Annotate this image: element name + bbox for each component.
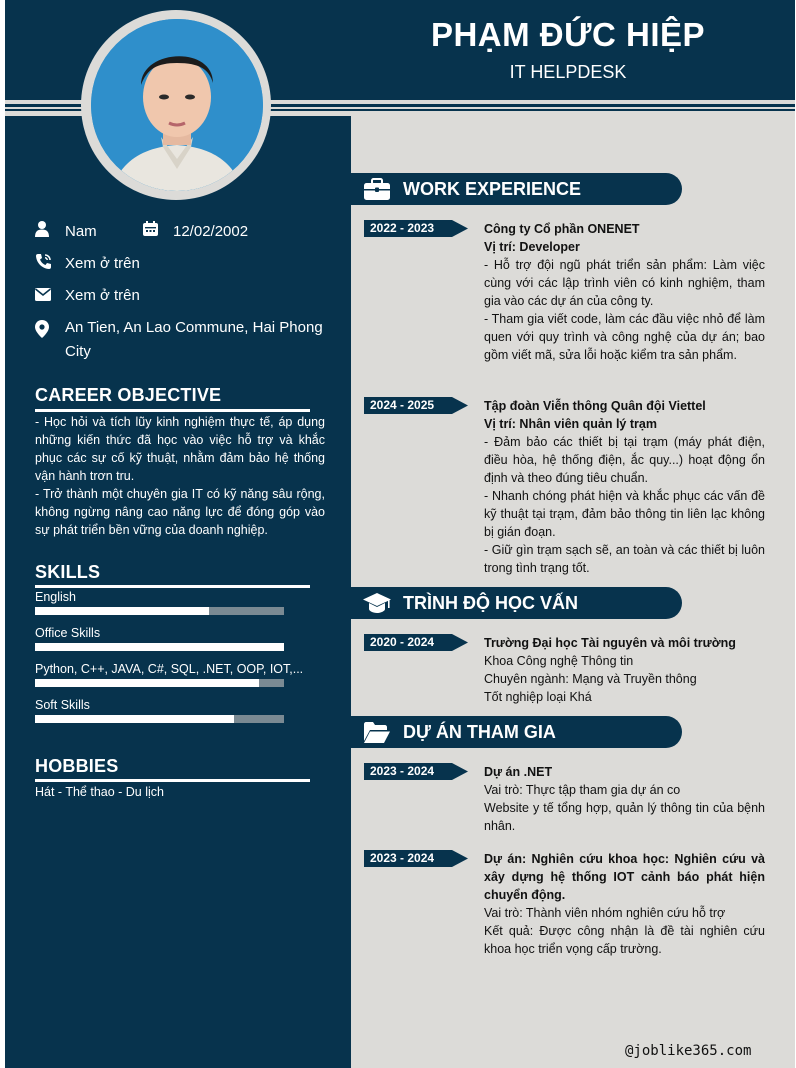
birthday-row <box>143 220 248 244</box>
work-entry <box>484 397 765 577</box>
education-heading-bar <box>351 587 682 619</box>
work-duty: - Tham gia viết code, làm các đầu việc nhỏ để làm quen với quy trình và công nghệ của dự án; bao gồm viết mã, sửa lỗi hoặc kiểm tra sản phẩm. <box>484 312 765 362</box>
work-role: Vị trí: Nhân viên quản lý trạm <box>484 417 657 431</box>
candidate-name: PHẠM ĐỨC HIỆP <box>430 16 706 53</box>
skill-level-fill <box>35 607 209 615</box>
email-text: Xem ở trên <box>65 287 140 304</box>
project-period: 2023 - 2024 <box>370 764 435 778</box>
skill-level-fill <box>35 679 259 687</box>
project-period: 2023 - 2024 <box>370 851 435 865</box>
education-detail: Tốt nghiệp loại Khá <box>484 690 592 704</box>
skills-heading: SKILLS <box>35 562 101 582</box>
project-detail: Kết quả: Được công nhận là đề tài nghiên cứu khoa học triển vọng cấp trường. <box>484 924 765 956</box>
skill-level-bar <box>35 715 284 723</box>
work-company: Tập đoàn Viễn thông Quân đội Viettel <box>484 399 706 413</box>
education-period: 2020 - 2024 <box>370 635 435 649</box>
project-period-tag <box>364 850 468 867</box>
work-entry <box>484 220 765 364</box>
address-text: An Tien, An Lao Commune, Hai Phong City <box>65 319 323 360</box>
projects-heading: DỰ ÁN THAM GIA <box>403 721 556 742</box>
education-entry <box>484 634 765 706</box>
project-detail: Vai trò: Thực tập tham gia dự án co <box>484 783 681 797</box>
phone-row <box>35 252 140 276</box>
envelope-icon <box>35 284 65 301</box>
education-school: Trường Đại học Tài nguyên và môi trường <box>484 636 736 650</box>
skill-level-fill <box>35 715 234 723</box>
work-duty: - Giữ gìn trạm sạch sẽ, an toàn và các thiết bị luôn trong tình trạng tốt. <box>484 543 765 575</box>
work-role: Vị trí: Developer <box>484 240 580 254</box>
project-title: Dự án: Nghiên cứu khoa học: Nghiên cứu và xây dựng hệ thống IOT cảnh báo phát hiện chuyển động. <box>484 852 765 902</box>
calendar-icon <box>143 220 173 236</box>
work-company: Công ty Cổ phần ONENET <box>484 222 640 236</box>
skills-rule <box>35 585 310 588</box>
career-text: - Học hỏi và tích lũy kinh nghiệm thực tế, áp dụng những kiến thức đã học vào việc hỗ trợ và khắc phục các sự cố kỹ thuật, nhằm đảm bảo hệ thống vận hành trơn tru. - Trở thành một chuyên gia IT có kỹ năng sâu rộng, không ngừng nâng cao năng lực để đóng góp vào sự phát triển bền vững của doanh nghiệp. <box>35 415 325 537</box>
phone-icon <box>35 252 65 270</box>
resume-page <box>5 0 795 1068</box>
project-entry <box>484 850 765 958</box>
skill-name: Office Skills <box>35 626 101 640</box>
education-detail: Chuyên ngành: Mạng và Truyền thông <box>484 672 697 686</box>
work-duty: - Hỗ trợ đội ngũ phát triển sản phẩm: Làm việc cùng với các lập trình viên có kinh nghiệm, tham gia vào các dự án của công ty. <box>484 258 765 308</box>
folder-open-icon <box>357 722 397 743</box>
skill-name: English <box>35 590 76 604</box>
project-detail: Website y tế tổng hợp, quản lý thông tin của bệnh nhân. <box>484 801 765 833</box>
hobbies-text: Hát - Thể thao - Du lịch <box>35 785 164 799</box>
skill-level-bar <box>35 607 284 615</box>
skill-level-bar <box>35 643 284 651</box>
education-detail: Khoa Công nghệ Thông tin <box>484 654 634 668</box>
project-period-tag <box>364 763 468 780</box>
work-period-tag <box>364 397 468 414</box>
person-icon <box>35 220 65 237</box>
job-title: IT HELPDESK <box>509 62 627 82</box>
work-period: 2022 - 2023 <box>370 221 435 235</box>
project-title: Dự án .NET <box>484 765 553 779</box>
project-entry <box>484 763 765 835</box>
avatar <box>91 19 263 191</box>
projects-heading-bar <box>351 716 682 748</box>
gender-text: Nam <box>65 223 97 240</box>
footer-watermark: @joblike365.com <box>625 1043 752 1059</box>
work-heading-bar <box>351 173 682 205</box>
hobbies-rule <box>35 779 310 782</box>
email-row <box>35 284 140 308</box>
gender-row <box>35 220 97 244</box>
career-rule <box>35 409 310 412</box>
education-heading: TRÌNH ĐỘ HỌC VẤN <box>403 592 578 613</box>
work-period: 2024 - 2025 <box>370 398 435 412</box>
birthday-text: 12/02/2002 <box>173 223 249 240</box>
graduation-cap-icon <box>357 592 397 614</box>
phone-text: Xem ở trên <box>65 255 140 272</box>
skill-level-bar <box>35 679 284 687</box>
work-period-tag <box>364 220 468 237</box>
skill-level-fill <box>35 643 284 651</box>
briefcase-icon <box>357 178 397 200</box>
education-period-tag <box>364 634 468 651</box>
work-duty: - Đảm bảo các thiết bị tại trạm (máy phát điện, điều hòa, hệ thống điện, ắc quy...) hoạt động ổn định và theo đúng tiêu chuẩn. <box>484 435 765 485</box>
skill-name: Python, C++, JAVA, C#, SQL, .NET, OOP, IOT,... <box>35 662 304 676</box>
project-detail: Vai trò: Thành viên nhóm nghiên cứu hỗ trợ <box>484 906 726 920</box>
career-heading: CAREER OBJECTIVE <box>35 385 222 405</box>
skill-name: Soft Skills <box>35 698 90 712</box>
work-duty: - Nhanh chóng phát hiện và khắc phục các vấn đề kỹ thuật tại trạm, đảm bảo thông tin liên lạc không bị gián đoạn. <box>484 489 765 539</box>
address-row <box>35 316 335 364</box>
hobbies-heading: HOBBIES <box>35 756 119 776</box>
location-pin-icon <box>35 316 65 338</box>
work-heading: WORK EXPERIENCE <box>403 178 582 199</box>
